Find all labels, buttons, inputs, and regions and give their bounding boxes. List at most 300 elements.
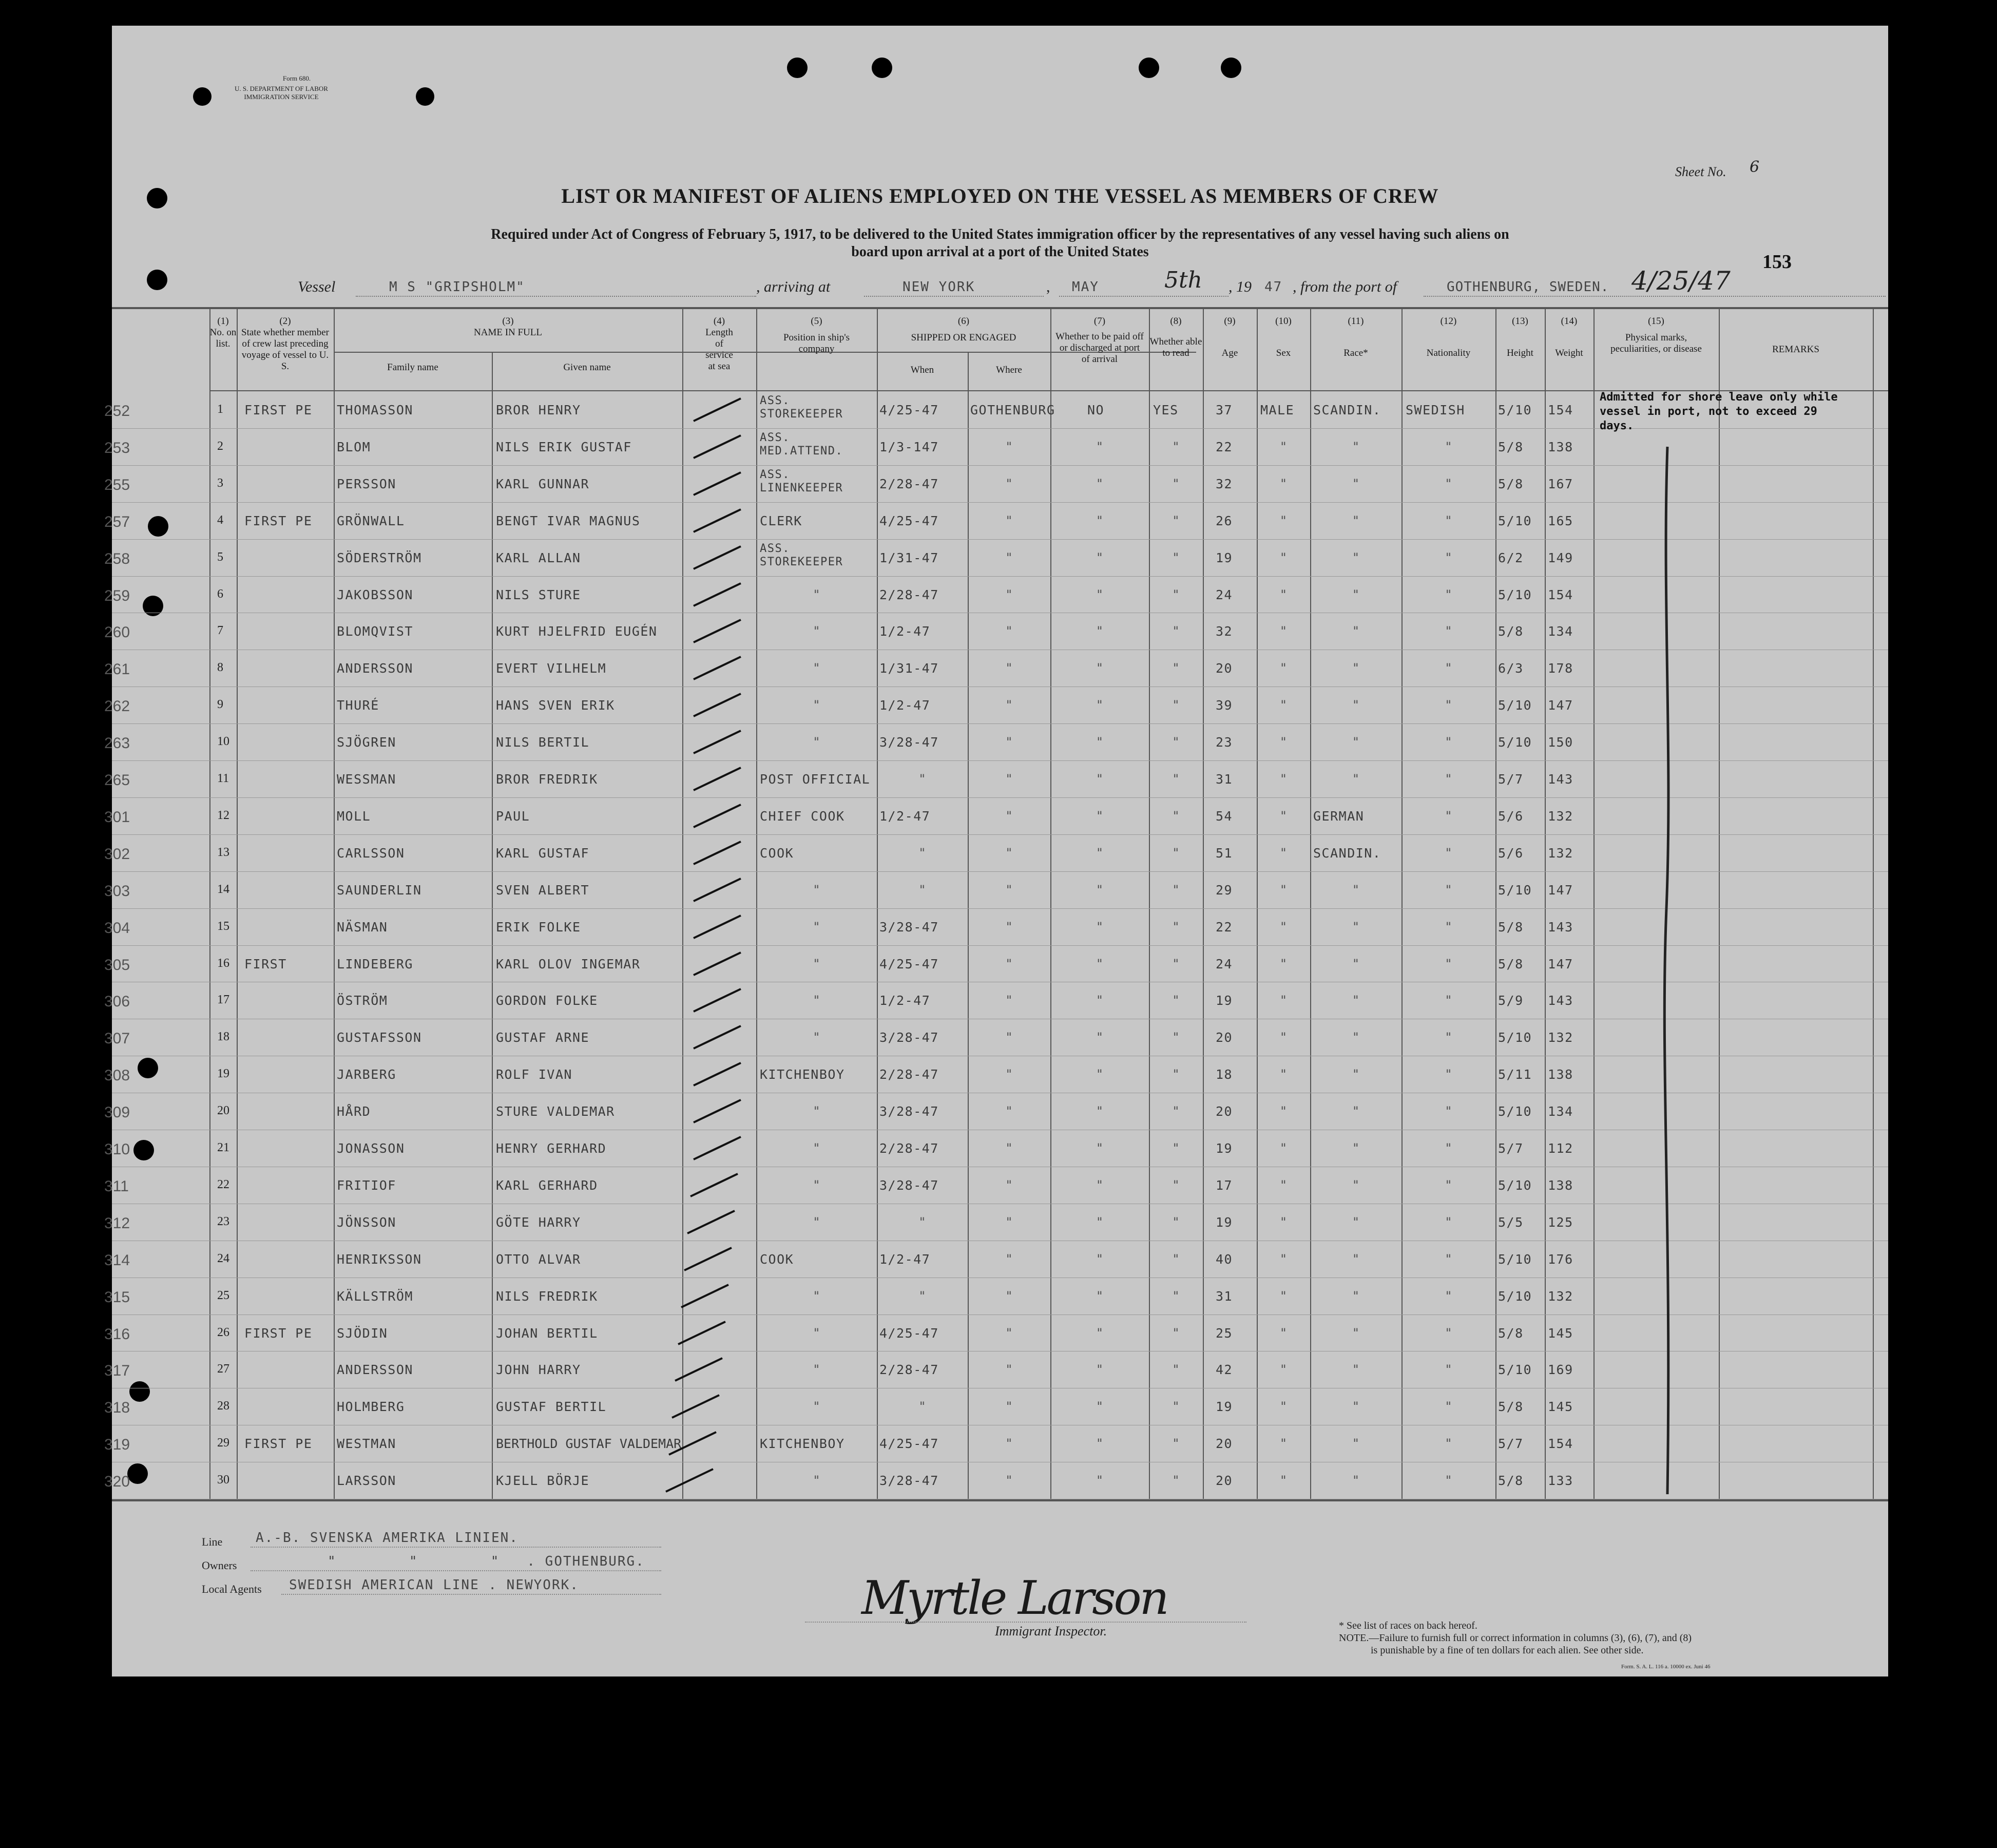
shipped-where: " — [1005, 439, 1013, 454]
height: 5/10 — [1498, 1288, 1532, 1304]
race: " — [1352, 1325, 1360, 1340]
paid-off: " — [1096, 772, 1104, 786]
weight: 138 — [1548, 1067, 1573, 1082]
race: " — [1352, 1030, 1360, 1045]
col-7-header: (7) Whether to be paid off or discharged at port of arrival — [1055, 316, 1144, 365]
previous-voyage: FIRST PE — [244, 403, 313, 417]
line-underline — [251, 1547, 661, 1548]
shipped-when: 3/28-47 — [879, 1104, 939, 1119]
list-number: 9 — [217, 698, 223, 712]
height: 5/8 — [1498, 476, 1524, 491]
position: COOK — [760, 1251, 794, 1267]
punch-hole — [1221, 58, 1241, 78]
weight: 154 — [1548, 1436, 1573, 1452]
shipped-when: 4/25-47 — [879, 1325, 939, 1341]
weight: 147 — [1548, 882, 1573, 898]
comma-separator: , — [1046, 278, 1050, 295]
list-number: 3 — [217, 476, 223, 490]
arrival-month: MAY — [1072, 279, 1099, 295]
position: " — [813, 698, 820, 713]
sex: " — [1279, 1362, 1288, 1377]
nationality: " — [1445, 1436, 1452, 1451]
able-to-read: " — [1172, 1399, 1180, 1414]
given-name: OTTO ALVAR — [496, 1251, 581, 1267]
position: " — [813, 624, 820, 639]
arriving-port: NEW YORK — [903, 279, 975, 295]
punch-hole — [138, 1058, 158, 1078]
shipped-subheader-line — [877, 352, 1050, 353]
ditto-line — [1657, 447, 1678, 1499]
nationality: " — [1445, 698, 1452, 713]
height: 5/8 — [1498, 1473, 1524, 1489]
column-divider — [334, 309, 335, 1499]
position: " — [813, 1362, 820, 1377]
serial-number: 308 — [104, 1067, 130, 1084]
row-divider — [112, 871, 1888, 872]
height: 5/8 — [1498, 624, 1524, 639]
sex: " — [1279, 993, 1288, 1008]
list-number: 27 — [217, 1362, 229, 1376]
height: 5/8 — [1498, 919, 1524, 935]
signature-underline — [805, 1622, 1246, 1623]
family-name: MOLL — [337, 808, 371, 824]
serial-number: 306 — [104, 993, 130, 1011]
position: " — [813, 1177, 820, 1192]
family-name: HÅRD — [337, 1104, 371, 1119]
given-name: ERIK FOLKE — [496, 919, 581, 935]
sex: " — [1279, 1288, 1288, 1303]
able-to-read: " — [1172, 1141, 1180, 1155]
service-length-mark — [689, 985, 746, 1016]
able-to-read: " — [1172, 661, 1180, 676]
height: 5/6 — [1498, 808, 1524, 824]
age: 26 — [1216, 513, 1233, 528]
sex: " — [1279, 698, 1288, 713]
sex: " — [1279, 1177, 1288, 1192]
year-prefix: , 19 — [1228, 278, 1252, 295]
height: 5/10 — [1498, 403, 1532, 417]
height: 5/8 — [1498, 1325, 1524, 1341]
able-to-read: YES — [1153, 403, 1179, 417]
race: " — [1352, 1288, 1360, 1303]
handwritten-date: 4/25/47 — [1631, 266, 1731, 296]
list-number: 29 — [217, 1436, 229, 1450]
weight: 112 — [1548, 1141, 1573, 1156]
nationality: " — [1445, 845, 1452, 860]
paid-off: " — [1096, 1399, 1104, 1414]
punch-hole — [129, 1381, 150, 1402]
where-header: Where — [996, 365, 1022, 375]
age: 18 — [1216, 1067, 1233, 1082]
list-number: 24 — [217, 1251, 229, 1265]
family-name: LARSSON — [337, 1473, 396, 1489]
given-name: BROR HENRY — [496, 403, 581, 417]
col-12-header: (12) Nationality — [1426, 316, 1471, 358]
serial-number: 314 — [104, 1251, 130, 1269]
able-to-read: " — [1172, 439, 1180, 454]
shipped-where: " — [1005, 661, 1013, 676]
arriving-underline — [864, 296, 1044, 297]
race: " — [1352, 1473, 1360, 1488]
paid-off: " — [1096, 513, 1104, 528]
serial-number: 257 — [104, 513, 130, 530]
row-divider — [112, 539, 1888, 540]
department-name: U. S. DEPARTMENT OF LABOR — [235, 85, 328, 92]
column-divider — [1593, 309, 1595, 1499]
given-name: ROLF IVAN — [496, 1067, 572, 1082]
list-number: 20 — [217, 1104, 229, 1118]
vessel-underline — [356, 296, 756, 297]
row-divider — [112, 834, 1888, 835]
col-15-header: (15) Physical marks, peculiarities, or disease — [1610, 316, 1702, 354]
age: 25 — [1216, 1325, 1233, 1341]
given-name: NILS ERIK GUSTAF — [496, 439, 632, 454]
shipped-where: " — [1005, 882, 1013, 897]
column-divider — [237, 309, 238, 1499]
owners-label: Owners — [202, 1559, 237, 1572]
manifest-sheet — [104, 26, 1888, 1676]
service-length-mark — [671, 1354, 727, 1385]
previous-voyage: FIRST — [244, 956, 287, 971]
service-length-mark — [689, 1022, 746, 1053]
age: 20 — [1216, 1104, 1233, 1119]
given-name: GUSTAF BERTIL — [496, 1399, 607, 1415]
col-11-header: (11) Race* — [1343, 316, 1368, 358]
race: " — [1352, 1399, 1360, 1414]
shipped-when: 1/31-47 — [879, 550, 939, 565]
race: " — [1352, 919, 1360, 934]
given-name: HANS SVEN ERIK — [496, 698, 615, 713]
height: 5/10 — [1498, 1030, 1532, 1045]
given-name: KARL ALLAN — [496, 550, 581, 565]
family-name: CARLSSON — [337, 845, 405, 861]
paid-off: " — [1096, 919, 1104, 934]
paid-off: " — [1096, 1104, 1104, 1119]
row-divider — [112, 908, 1888, 909]
sex: " — [1279, 1214, 1288, 1229]
able-to-read: " — [1172, 1473, 1180, 1488]
paid-off: " — [1096, 735, 1104, 750]
shipped-where: " — [1005, 624, 1013, 639]
age: 32 — [1216, 476, 1233, 491]
shipped-where: " — [1005, 1288, 1013, 1303]
weight: 143 — [1548, 993, 1573, 1008]
age: 39 — [1216, 698, 1233, 713]
nationality: " — [1445, 956, 1452, 971]
serial-number: 307 — [104, 1030, 130, 1047]
race: SCANDIN. — [1313, 845, 1381, 861]
given-name: STURE VALDEMAR — [496, 1104, 615, 1119]
row-divider — [112, 465, 1888, 466]
paid-off: " — [1096, 1251, 1104, 1266]
height: 5/7 — [1498, 1436, 1524, 1452]
sex: " — [1279, 476, 1288, 491]
inspector-signature: Myrtle Larson — [861, 1571, 1167, 1625]
shipped-where: " — [1005, 1177, 1013, 1192]
shipped-where: " — [1005, 1067, 1013, 1082]
position: " — [813, 993, 820, 1008]
race: " — [1352, 993, 1360, 1008]
age: 20 — [1216, 1436, 1233, 1452]
sex: " — [1279, 1030, 1288, 1045]
shipped-when: 1/2-47 — [879, 808, 931, 824]
able-to-read: " — [1172, 808, 1180, 823]
weight: 138 — [1548, 1177, 1573, 1193]
vessel-label: Vessel — [298, 278, 336, 295]
age: 19 — [1216, 993, 1233, 1008]
age: 19 — [1216, 1141, 1233, 1156]
shipped-where: " — [1005, 956, 1013, 971]
height: 5/7 — [1498, 772, 1524, 787]
nationality: " — [1445, 1214, 1452, 1229]
fine-note-2: is punishable by a fine of ten dollars for each alien. See other side. — [1371, 1645, 1644, 1656]
sex: " — [1279, 882, 1288, 897]
race: " — [1352, 1141, 1360, 1155]
given-name: EVERT VILHELM — [496, 661, 607, 676]
family-name: JONASSON — [337, 1141, 405, 1156]
shipped-when: 2/28-47 — [879, 1141, 939, 1156]
shipped-when: 2/28-47 — [879, 476, 939, 491]
height: 5/10 — [1498, 587, 1532, 602]
list-number: 26 — [217, 1325, 229, 1339]
race: " — [1352, 735, 1360, 750]
height: 5/8 — [1498, 1399, 1524, 1415]
height: 5/8 — [1498, 439, 1524, 454]
able-to-read: " — [1172, 993, 1180, 1008]
position: " — [813, 882, 820, 897]
serial-number: 252 — [104, 403, 130, 420]
height: 5/11 — [1498, 1067, 1532, 1082]
family-name: NÄSMAN — [337, 919, 388, 935]
family-name: SÖDERSTRÖM — [337, 550, 422, 565]
row-divider — [112, 797, 1888, 798]
able-to-read: " — [1172, 882, 1180, 897]
shipped-when: " — [918, 772, 926, 786]
list-number: 19 — [217, 1067, 229, 1081]
serial-number: 309 — [104, 1104, 130, 1121]
given-name: KJELL BÖRJE — [496, 1473, 590, 1489]
shipped-where: " — [1005, 808, 1013, 823]
list-number: 11 — [217, 772, 229, 785]
service-length-mark — [689, 431, 746, 462]
paid-off: " — [1096, 1362, 1104, 1377]
paid-off: " — [1096, 1436, 1104, 1451]
service-length-mark — [668, 1391, 724, 1422]
shipped-when: 2/28-47 — [879, 1362, 939, 1378]
vessel-name: M S "GRIPSHOLM" — [389, 279, 525, 295]
age: 17 — [1216, 1177, 1233, 1193]
weight: 154 — [1548, 587, 1573, 602]
punch-hole — [147, 188, 167, 208]
age: 20 — [1216, 1030, 1233, 1045]
service-length-mark — [689, 1059, 746, 1090]
serial-number: 260 — [104, 624, 130, 641]
height: 5/10 — [1498, 735, 1532, 750]
shipped-when: 1/2-47 — [879, 993, 931, 1008]
race: " — [1352, 1251, 1360, 1266]
position: ASS. LINENKEEPER — [760, 468, 843, 494]
race: " — [1352, 956, 1360, 971]
weight: 169 — [1548, 1362, 1573, 1378]
family-name: SAUNDERLIN — [337, 882, 422, 898]
weight: 145 — [1548, 1399, 1573, 1415]
col-2-header: (2) State whether member of crew last preceding voyage of vessel to U. S. — [241, 316, 329, 372]
able-to-read: " — [1172, 1362, 1180, 1377]
shipped-where: " — [1005, 993, 1013, 1008]
weight: 143 — [1548, 772, 1573, 787]
paid-off: " — [1096, 439, 1104, 454]
service-length-mark — [689, 468, 746, 499]
age: 42 — [1216, 1362, 1233, 1378]
able-to-read: " — [1172, 772, 1180, 786]
column-divider — [492, 352, 493, 1499]
serial-number: 319 — [104, 1436, 130, 1454]
family-name: PERSSON — [337, 476, 396, 491]
weight: 132 — [1548, 845, 1573, 861]
row-divider — [112, 945, 1888, 946]
nationality: " — [1445, 735, 1452, 750]
row-divider — [112, 576, 1888, 577]
given-name: NILS FREDRIK — [496, 1288, 598, 1304]
able-to-read: " — [1172, 1288, 1180, 1303]
given-name: BROR FREDRIK — [496, 772, 598, 787]
given-name: BENGT IVAR MAGNUS — [496, 513, 641, 528]
serial-number: 301 — [104, 808, 130, 826]
owners-value: " " " . GOTHENBURG. — [328, 1554, 645, 1569]
given-name: GUSTAF ARNE — [496, 1030, 590, 1045]
line-value: A.-B. SVENSKA AMERIKA LINIEN. — [256, 1530, 519, 1546]
race: " — [1352, 550, 1360, 565]
weight: 147 — [1548, 698, 1573, 713]
able-to-read: " — [1172, 919, 1180, 934]
sex: " — [1279, 1104, 1288, 1119]
list-number: 1 — [217, 403, 223, 416]
row-divider — [112, 760, 1888, 761]
paid-off: " — [1096, 587, 1104, 602]
height: 5/10 — [1498, 1251, 1532, 1267]
nationality: " — [1445, 1251, 1452, 1266]
age: 19 — [1216, 550, 1233, 565]
list-number: 10 — [217, 735, 229, 749]
shipped-when: " — [918, 1399, 926, 1414]
sex: " — [1279, 1141, 1288, 1155]
serial-number: 316 — [104, 1325, 130, 1343]
remarks-header: REMARKS — [1772, 344, 1819, 355]
races-note: * See list of races on back hereof. — [1339, 1620, 1477, 1631]
weight: 134 — [1548, 624, 1573, 639]
shipped-where: " — [1005, 1251, 1013, 1266]
shipped-where: " — [1005, 1104, 1013, 1119]
serial-number: 262 — [104, 698, 130, 715]
able-to-read: " — [1172, 1104, 1180, 1119]
age: 54 — [1216, 808, 1233, 824]
list-number: 4 — [217, 513, 223, 527]
height: 5/10 — [1498, 882, 1532, 898]
list-number: 25 — [217, 1288, 229, 1302]
nationality: " — [1445, 1362, 1452, 1377]
paid-off: " — [1096, 550, 1104, 565]
shipped-when: " — [918, 1288, 926, 1303]
weight: 134 — [1548, 1104, 1573, 1119]
position: CHIEF COOK — [760, 808, 845, 824]
service-length-mark — [677, 1281, 734, 1311]
paid-off: NO — [1087, 403, 1105, 417]
weight: 132 — [1548, 808, 1573, 824]
sex: " — [1279, 513, 1288, 528]
nationality: " — [1445, 1067, 1452, 1082]
shipped-where: " — [1005, 735, 1013, 750]
position: ASS. STOREKEEPER — [760, 394, 843, 421]
age: 19 — [1216, 1399, 1233, 1415]
paid-off: " — [1096, 476, 1104, 491]
nationality: " — [1445, 1141, 1452, 1155]
paid-off: " — [1096, 993, 1104, 1008]
service-length-mark — [662, 1465, 718, 1496]
race: " — [1352, 513, 1360, 528]
page-title: LIST OR MANIFEST OF ALIENS EMPLOYED ON THE VESSEL AS MEMBERS OF CREW — [561, 184, 1439, 207]
age: 24 — [1216, 587, 1233, 602]
race: GERMAN — [1313, 808, 1365, 824]
col-4-header: (4) Length of service at sea — [705, 316, 733, 372]
nationality: " — [1445, 993, 1452, 1008]
able-to-read: " — [1172, 1251, 1180, 1266]
paid-off: " — [1096, 956, 1104, 971]
service-length-mark — [680, 1244, 737, 1274]
service-length-mark — [674, 1318, 731, 1348]
punch-hole — [872, 58, 892, 78]
age: 24 — [1216, 956, 1233, 971]
serial-number: 303 — [104, 882, 130, 900]
weight: 154 — [1548, 403, 1573, 417]
nationality: " — [1445, 624, 1452, 639]
sex: " — [1279, 735, 1288, 750]
serial-number: 253 — [104, 439, 130, 456]
given-name: NILS STURE — [496, 587, 581, 602]
race: " — [1352, 476, 1360, 491]
shipped-when: 4/25-47 — [879, 513, 939, 528]
serial-number: 320 — [104, 1473, 130, 1491]
given-name: KARL GUSTAF — [496, 845, 590, 861]
previous-voyage: FIRST PE — [244, 513, 313, 528]
serial-number: 261 — [104, 661, 130, 678]
column-divider — [209, 309, 210, 1499]
able-to-read: " — [1172, 476, 1180, 491]
nationality: " — [1445, 513, 1452, 528]
serial-number: 305 — [104, 956, 130, 974]
given-name: PAUL — [496, 808, 530, 824]
weight: 143 — [1548, 919, 1573, 935]
paid-off: " — [1096, 1288, 1104, 1303]
sheet-label: Sheet No. — [1675, 164, 1726, 179]
paid-off: " — [1096, 624, 1104, 639]
serial-number: 265 — [104, 772, 130, 789]
subtitle-line-2: board upon arrival at a port of the United States — [851, 244, 1149, 260]
sex: " — [1279, 1399, 1288, 1414]
agents-underline — [281, 1594, 661, 1595]
height: 5/7 — [1498, 1141, 1524, 1156]
family-name: GUSTAFSSON — [337, 1030, 422, 1045]
service-length-mark — [689, 505, 746, 536]
shipped-where: " — [1005, 1214, 1013, 1229]
serial-number: 263 — [104, 735, 130, 752]
height: 5/10 — [1498, 1177, 1532, 1193]
shipped-when: 4/25-47 — [879, 403, 939, 417]
weight: 133 — [1548, 1473, 1573, 1489]
age: 40 — [1216, 1251, 1233, 1267]
paid-off: " — [1096, 1325, 1104, 1340]
family-name: GRÖNWALL — [337, 513, 405, 528]
table-top-border — [112, 307, 1888, 309]
